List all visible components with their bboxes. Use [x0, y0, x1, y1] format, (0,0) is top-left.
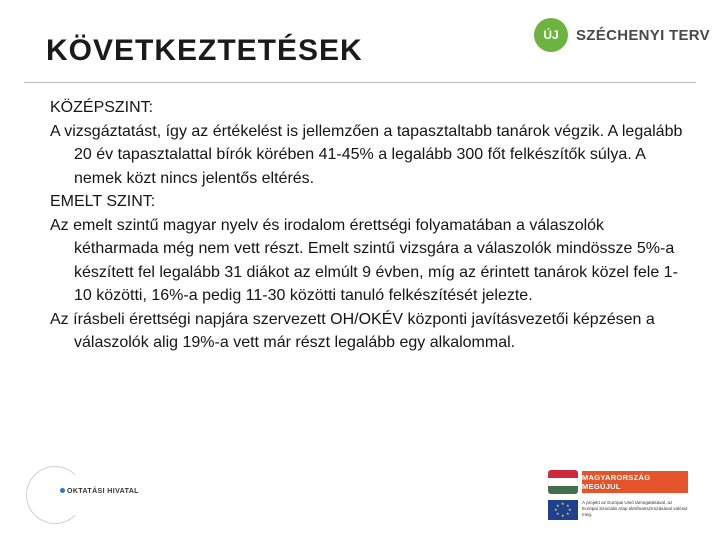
szechenyi-badge-icon: ÚJ: [534, 18, 568, 52]
kozepszint-label: KÖZÉPSZINT:: [50, 99, 154, 116]
szechenyi-logo-text: SZÉCHENYI TERV: [576, 26, 710, 44]
oh-dot-icon: [60, 488, 65, 493]
szechenyi-terv-logo: [534, 18, 710, 52]
oh-arc-shape: [26, 466, 84, 524]
oktatasi-hivatal-logo: [26, 466, 156, 526]
eu-flag-icon: ★ ★ ★ ★ ★ ★ ★ ★: [548, 500, 578, 520]
kozepszint-paragraph: A vizsgáztatást, így az értékelést is jellemzően a tapasztaltabb tanárok végzik. A legalább 20 év tapasztalattal bírók körében 41-45% a legalább 300 főt felkészítők súlya. A nemek közt nincs jelentős eltérés.: [50, 122, 683, 187]
hungarian-flag-icon: [548, 470, 578, 494]
irasbeli-paragraph: Az írásbeli érettségi napjára szervezett OH/OKÉV központi javításvezetői képzésen a válaszolók alig 19%-a vett már részt legalább egy alkalommal.: [50, 310, 655, 351]
title-divider: [24, 82, 696, 83]
emelt-szint-label: EMELT SZINT:: [50, 193, 156, 210]
mm-banner: MAGYARORSZÁG MEGÚJUL: [582, 471, 688, 493]
page-title: KÖVETKEZTETÉSEK: [46, 34, 363, 67]
emelt-szint-paragraph: Az emelt szintű magyar nyelv és irodalom érettségi folyamatában a válaszolók kétharmada még nem vett részt. Emelt szintű vizsgára a válaszolók mindössze 5%-a készített fel legalább 31 diákot az elmúlt 9 évben, míg az érintett tanárok közel fele 1-10 közötti, 16%-a pedig 11-30 közötti tanuló felkészítését jelezte.: [50, 216, 678, 304]
content-body: [50, 96, 690, 355]
magyarorszag-megujul-logo: [548, 470, 688, 520]
oh-logo-text: OKTATÁSI HIVATAL: [67, 488, 139, 495]
eu-support-text: A projekt az Európai Unió támogatásával, az Európai Szociális Alap társfinanszírozásával valósul meg.: [582, 500, 688, 517]
